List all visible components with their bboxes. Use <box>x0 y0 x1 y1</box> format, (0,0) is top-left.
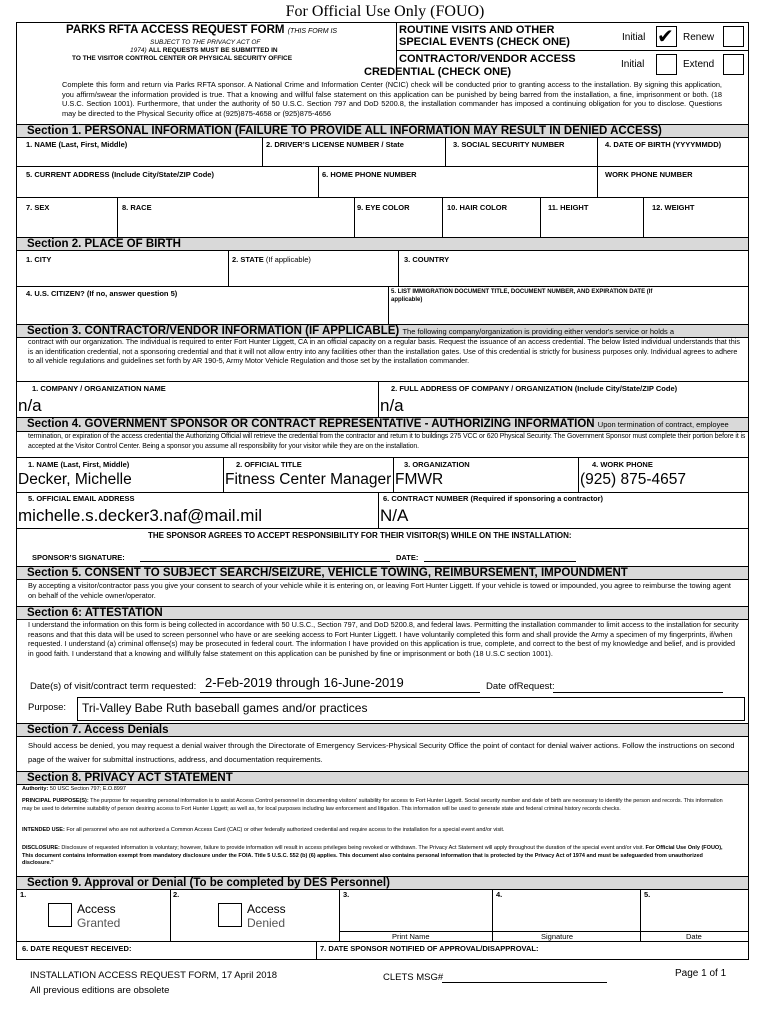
sponsor-signature-label: SPONSOR’S SIGNATURE: <box>32 553 125 562</box>
company-name-value[interactable]: n/a <box>18 396 42 415</box>
dates-requested-line <box>200 692 480 693</box>
city-label: 1. CITY <box>26 255 52 264</box>
official-email-label: 5. OFFICIAL EMAIL ADDRESS <box>28 494 135 503</box>
company-address-label: 2. FULL ADDRESS OF COMPANY / ORGANIZATION (Include City/State/ZIP Code) <box>391 384 678 393</box>
section6-title: Section 6: ATTESTATION <box>17 606 748 620</box>
sex-label: 7. SEX <box>26 203 50 212</box>
official-title-label: 2. OFFICIAL TITLE <box>236 460 302 469</box>
date-of-request-line[interactable] <box>553 692 723 693</box>
routine-visits-label: ROUTINE VISITS AND OTHER SPECIAL EVENTS (CHECK ONE) <box>399 24 570 48</box>
height-label: 11. HEIGHT <box>548 203 589 212</box>
sponsor-signature-line[interactable] <box>140 561 390 562</box>
clets-label: CLETS MSG# <box>383 972 444 983</box>
section7-title: Section 7. Access Denials <box>17 723 748 737</box>
date-received-label: 6. DATE REQUEST RECEIVED: <box>22 944 132 953</box>
access-denied-checkbox[interactable] <box>218 903 242 927</box>
approval-col-3: 3. <box>343 890 350 899</box>
country-label: 3. COUNTRY <box>404 255 450 264</box>
page-number: Page 1 of 1 <box>675 968 727 979</box>
section5-text: By accepting a visitor/contractor pass you give your consent to search of your vehicle while it is entering on, or leaving Fort Hunter Liggett. If your vehicle is towed or impounded, you agree to reimburse the towing agent on behalf of the vehicle owner/operator. <box>28 581 731 600</box>
section1-title: Section 1. PERSONAL INFORMATION (FAILURE TO PROVIDE ALL INFORMATION MAY RESULT IN DENIED ACCESS) <box>17 124 748 138</box>
dob-label: 4. DATE OF BIRTH (YYYYMMDD) <box>605 140 722 149</box>
organization-value[interactable]: FMWR <box>395 471 444 488</box>
footer-form-name: INSTALLATION ACCESS REQUEST FORM, 17 April 2018 <box>30 970 278 981</box>
purpose-label: Purpose: <box>28 702 67 713</box>
contractor-credential-label: CREDENTIAL (CHECK ONE) <box>364 66 512 78</box>
contractor-access-label: CONTRACTOR/VENDOR ACCESS <box>399 53 576 65</box>
principal-purpose-text: PRINCIPAL PURPOSE(S): The purpose for requesting personal information is to assist Access Control personnel in documenting visitors' suitability for access to Fort Hunter Liggett. Social security number and date of birth are necessary to identify the person and records. This information may be used to determine suitability of person desiring access to Fort Hunter Liggett; as well as, for local purposes including law enforcement and litigation. This information will be used to generate state and federal criminal history records checks. <box>22 798 723 812</box>
hair-color-label: 10. HAIR COLOR <box>447 203 508 212</box>
clets-line[interactable] <box>442 982 607 983</box>
sponsor-name-value[interactable]: Decker, Michelle <box>18 471 132 488</box>
organization-label: 3. ORGANIZATION <box>404 460 470 469</box>
state-label: 2. STATE (If applicable) <box>232 255 311 264</box>
print-name-label: Print Name <box>392 932 430 941</box>
purpose-value[interactable]: Tri-Valley Babe Ruth baseball games and/or practices <box>82 701 368 715</box>
eye-color-label: 9. EYE COLOR <box>357 203 410 212</box>
immigration-label: 5. LIST IMMIGRATION DOCUMENT TITLE, DOCUMENT NUMBER, AND EXPIRATION DATE (If applicable) <box>391 289 653 303</box>
date-notified-label: 7. DATE SPONSOR NOTIFIED OF APPROVAL/DISAPPROVAL: <box>320 944 539 953</box>
sponsor-date-label: DATE: <box>396 553 419 562</box>
privacy-subject-2: 1974) ALL REQUESTS MUST BE SUBMITTED IN <box>130 47 278 54</box>
access-granted-label: Access Granted <box>77 902 121 930</box>
work-phone-label-2: 4. WORK PHONE <box>592 460 653 469</box>
section3-title: Section 3. CONTRACTOR/VENDOR INFORMATION (IF APPLICABLE) The following company/organization is providing either vendor's service or holds a <box>17 324 748 338</box>
form-title: PARKS RFTA ACCESS REQUEST FORM (THIS FORM IS <box>66 24 338 36</box>
work-phone-label: WORK PHONE NUMBER <box>605 170 693 179</box>
home-phone-label: 6. HOME PHONE NUMBER <box>322 170 417 179</box>
approval-col-1: 1. <box>20 890 27 899</box>
address-label: 5. CURRENT ADDRESS (Include City/State/ZIP Code) <box>26 170 214 179</box>
work-phone-value[interactable]: (925) 875-4657 <box>580 471 686 488</box>
company-name-label: 1. COMPANY / ORGANIZATION NAME <box>32 384 166 393</box>
extend-label: Extend <box>683 59 715 70</box>
official-email-value[interactable]: michelle.s.decker3.naf@mail.mil <box>18 506 263 525</box>
section4-text: termination, or expiration of the access credential the Authorizing Official will retrieve the credential from the contractor and return it to buildings 275 VCC or 620 Physical Security. The Government Sponsor must complete their portion before it is accepted at the Visitor Control Center. Being a sponsor you assume all responsibility for your visitor while they are on the installation. <box>28 433 746 450</box>
contractor-initial-label: Initial <box>621 59 645 70</box>
extend-checkbox[interactable] <box>723 54 744 75</box>
access-denied-label: Access Denied <box>247 902 286 930</box>
approval-col-2: 2. <box>173 890 180 899</box>
fouo-banner: For Official Use Only (FOUO) <box>285 3 485 20</box>
section7-text: Should access be denied, you may request a denial waiver through the Directorate of Emergency Services-Physical Security Office the point of contact for denial waiver actions. Follow the instructions on second page of the waiver for submittal instructions, address, and documentation requirements. <box>28 741 735 764</box>
section8-title: Section 8. PRIVACY ACT STATEMENT <box>17 771 748 785</box>
dates-requested-label: Date(s) of visit/contract term requested: <box>30 681 197 692</box>
name-label: 1. NAME (Last, First, Middle) <box>26 140 128 149</box>
sponsor-agreement: THE SPONSOR AGREES TO ACCEPT RESPONSIBILITY FOR THEIR VISITOR(S) WHILE ON THE INSTALLATION: <box>148 531 572 540</box>
company-address-value[interactable]: n/a <box>380 396 404 415</box>
sponsor-name-label: 1. NAME (Last, First, Middle) <box>28 460 130 469</box>
privacy-subject-3: TO THE VISITOR CONTROL CENTER OR PHYSICAL SECURITY OFFICE <box>72 55 293 62</box>
access-granted-checkbox[interactable] <box>48 903 72 927</box>
sponsor-date-line[interactable] <box>424 561 576 562</box>
section2-title: Section 2. PLACE OF BIRTH <box>17 237 748 251</box>
contract-number-label: 6. CONTRACT NUMBER (Required if sponsoring a contractor) <box>383 494 604 503</box>
signature-label: Signature <box>541 932 574 941</box>
renew-label: Renew <box>683 32 715 43</box>
date-of-request-label: Date ofRequest: <box>486 681 555 692</box>
drivers-license-label: 2. DRIVER’S LICENSE NUMBER / State <box>266 140 404 149</box>
section4-title: Section 4. GOVERNMENT SPONSOR OR CONTRACT REPRESENTATIVE - AUTHORIZING INFORMATION Upon termination of contract, employee <box>17 417 748 432</box>
section3-text: contract with our organization. The individual is required to enter Fort Hunter Liggett, CA in an official capacity on a regular basis. Request the issuance of an access credential. The below listed individual understands that this is an identification credential, not a sponsoring credential and that it will not allow entry into any facilities other than the installation gates. Use of this credential is strictly for business purposes only. Individual agrees to adhere to all vehicle regulations and guidelines set forth by AR 190-5, Army Motor Vehicle Regulation and those set by the installation commander. <box>28 337 740 366</box>
section5-title: Section 5. CONSENT TO SUBJECT SEARCH/SEIZURE, VEHICLE TOWING, REIMBURSEMENT, IMPOUNDMENT <box>17 566 748 580</box>
dates-requested-value[interactable]: 2-Feb-2019 through 16-June-2019 <box>205 675 404 690</box>
ssn-label: 3. SOCIAL SECURITY NUMBER <box>453 140 565 149</box>
intro-text: Complete this form and return via Parks RFTA sponsor. A National Crime and Information Center (NCIC) check will be conducted prior to granting access to the installation. By signing this application, you affirm/swear the information provided is true. That a knowing and willful false statement on this application can be punished by being barred from the installation, a fine, imprisonment or both. (18 U.S.C. Section 1001). Furthermore, that under the authority of 50 U.S.C. Section 797 and DoD 5200.8, the installation commander has imposed a continuing obligation for you to disclose. Questions may be directed to the Physical Security office at (925)875-4658 or (925)875-4656 <box>62 80 722 118</box>
form-frame <box>16 22 749 960</box>
intended-use-text: INTENDED USE: For all personnel who are not authorized a Common Access Card (CAC) or other federally authorized credential and require access to the installation for a special event and/or visit. <box>22 827 505 833</box>
privacy-subject: SUBJECT TO THE PRIVACY ACT OF <box>150 39 261 46</box>
weight-label: 12. WEIGHT <box>652 203 695 212</box>
check-mark-icon: ✔ <box>657 26 674 48</box>
section6-text: I understand the information on this form is being collected in accordance with 50 U.S.C., Section 797, and DoD 5200.8, and federal laws. Permitting the installation commander to limit access to the installation for security reasons and that this data will be used to screen personnel who have or are seeking access to Fort Hunter Liggett. I have voluntarily completed this form and shall provide the Army a specimen of my fingerprints, if/when requested. I understand (a) criminal offense(s) may be prosecuted in federal court. The information I have provided on this application is true, complete, and correct to the best of my knowledge and belief, and is provided in good faith. I understand that a knowing and willfully false statement on this application can be punished by fine or imprisonment or both (18 U.S.C section 1001). <box>28 620 739 658</box>
official-title-value[interactable]: Fitness Center Manager <box>225 471 392 488</box>
footer-obsolete: All previous editions are obsolete <box>30 985 170 996</box>
section9-title: Section 9. Approval or Denial (To be completed by DES Personnel) <box>17 876 748 890</box>
date-label: Date <box>686 932 702 941</box>
authority-text: Authority: 50 USC Section 797; E.O.8997 <box>22 786 126 792</box>
approval-col-4: 4. <box>496 890 503 899</box>
race-label: 8. RACE <box>122 203 152 212</box>
us-citizen-label: 4. U.S. CITIZEN? (If no, answer question 5) <box>26 289 178 298</box>
disclosure-text: DISCLOSURE: Disclosure of requested information is voluntary; however, failure to provide information will result in access privileges being revoked or withdrawn. The Privacy Act Statement will apply throughout the duration of the special event and/or visit. For Official Use Only (FOUO), This document contains information exempt from mandatory disclosure under the FOIA. Title 5 U.S.C. 552 (b) (6) applies. This document also contains personal information that is protected by the Privacy Act of 1974 and must be safeguarded from unauthorized disclosure." <box>22 845 723 866</box>
approval-col-5: 5. <box>644 890 651 899</box>
renew-checkbox[interactable] <box>723 26 744 47</box>
contractor-initial-checkbox[interactable] <box>656 54 677 75</box>
routine-initial-label: Initial <box>622 32 646 43</box>
contract-number-value[interactable]: N/A <box>380 506 409 525</box>
